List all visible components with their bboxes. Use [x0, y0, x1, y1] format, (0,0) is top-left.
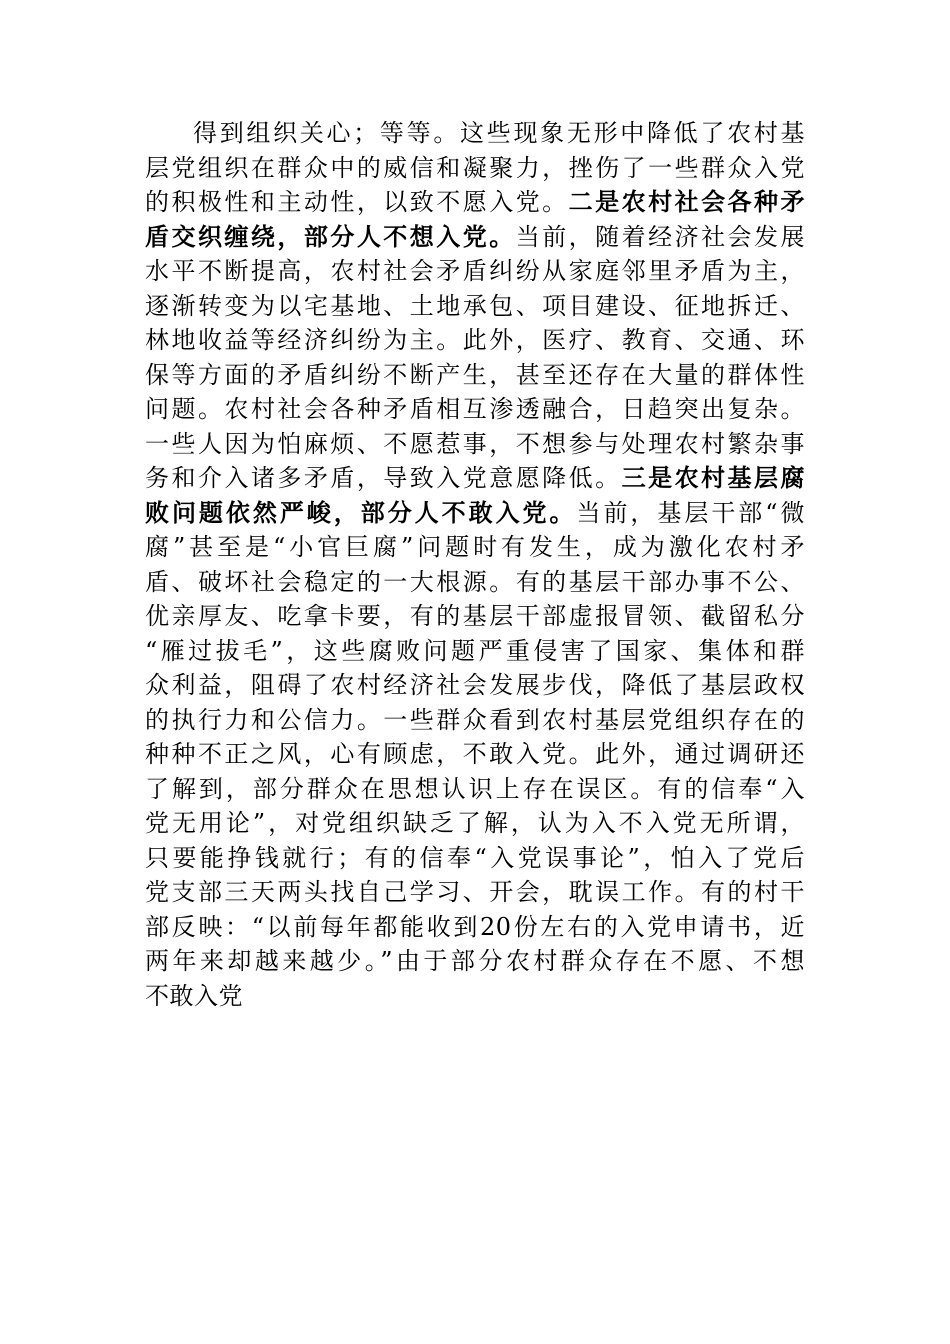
- text-line: [145, 772, 805, 807]
- text-line: [145, 289, 805, 324]
- text-line: [145, 668, 805, 703]
- text-line: [145, 323, 805, 358]
- text-line: [145, 151, 805, 186]
- text-line: [145, 634, 805, 669]
- text-segment: 不敢入党: [145, 981, 243, 1010]
- text-line: [145, 358, 805, 393]
- text-line: [145, 979, 805, 1014]
- text-segment: 一些人因为怕麻烦、不愿惹事，不想参与处理农村繁杂事: [145, 429, 805, 458]
- text-segment: 党支部三天两头找自己学习、开会，耽误工作。有的村干: [145, 878, 805, 906]
- bold-heading-phrase: 三是农村基层腐: [621, 463, 805, 492]
- bold-heading-phrase: 盾交织缠绕，部分人不想入党。: [145, 221, 516, 251]
- text-line: [145, 427, 805, 462]
- text-segment: 两年来却越来越少。”由于部分农村群众存在不愿、不想: [145, 947, 805, 975]
- text-segment: 逐渐转变为以宅基地、土地承包、项目建设、征地拆迁、: [145, 291, 805, 320]
- text-line: [145, 841, 805, 876]
- text-line: [145, 116, 805, 151]
- text-line: [145, 703, 805, 738]
- text-line: [145, 806, 805, 841]
- text-line: [145, 530, 805, 565]
- text-segment: 优亲厚友、吃拿卡要，有的基层干部虚报冒领、截留私分: [145, 602, 805, 630]
- text-segment: 腐”甚至是“小官巨腐”问题时有发生，成为激化农村矛: [145, 533, 805, 561]
- text-segment: “雁过拔毛”，这些腐败问题严重侵害了国家、集体和群: [145, 636, 805, 665]
- text-line: [145, 185, 805, 220]
- text-line: [145, 910, 805, 945]
- body-paragraph: [145, 116, 805, 1013]
- text-segment: 当前，基层干部“微: [576, 498, 805, 527]
- text-segment: 务和介入诸多矛盾，导致入党意愿降低。: [145, 464, 622, 492]
- text-line: [145, 565, 805, 600]
- text-segment: 只要能挣钱就行；有的信奉“入党误事论”，怕入了党后: [145, 843, 805, 872]
- text-line: [145, 392, 805, 427]
- text-segment: 盾、破坏社会稳定的一大根源。有的基层干部办事不公、: [145, 567, 805, 596]
- text-segment: 种种不正之风，心有顾虑，不敢入党。此外，通过调研还: [145, 740, 805, 768]
- text-segment: 当前，随着经济社会发展: [515, 222, 805, 251]
- text-line: [145, 875, 805, 910]
- text-line: [145, 254, 805, 289]
- text-segment: 保等方面的矛盾纠纷不断产生，甚至还存在大量的群体性: [145, 360, 805, 389]
- text-segment: 的执行力和公信力。一些群众看到农村基层党组织存在的: [145, 705, 805, 734]
- text-line: [145, 599, 805, 634]
- text-segment: 的积极性和主动性，以致不愿入党。: [145, 188, 569, 216]
- text-line: [145, 944, 805, 979]
- text-segment: 问题。农村社会各种矛盾相互渗透融合，日趋突出复杂。: [145, 395, 805, 423]
- text-segment: 林地收益等经济纠纷为主。此外，医疗、教育、交通、环: [145, 326, 805, 354]
- text-segment: 得到组织关心；等等。这些现象无形中降低了农村基: [193, 119, 805, 147]
- text-segment: 部反映：“以前每年都能收到20份左右的入党申请书，近: [145, 912, 805, 941]
- text-segment: 党无用论”，对党组织缺乏了解，认为入不入党无所谓，: [145, 809, 805, 837]
- text-segment: 众利益，阻碍了农村经济社会发展步伐，降低了基层政权: [145, 671, 805, 699]
- text-line: [145, 496, 805, 531]
- text-segment: 了解到，部分群众在思想认识上存在误区。有的信奉“入: [145, 774, 805, 803]
- text-segment: 水平不断提高，农村社会矛盾纠纷从家庭邻里矛盾为主，: [145, 257, 805, 285]
- text-segment: 层党组织在群众中的威信和凝聚力，挫伤了一些群众入党: [145, 153, 805, 182]
- text-line: [145, 461, 805, 496]
- bold-heading-phrase: 败问题依然严峻，部分人不敢入党。: [145, 497, 577, 527]
- text-line: [145, 737, 805, 772]
- bold-heading-phrase: 二是农村社会各种矛: [568, 187, 805, 216]
- text-line: [145, 220, 805, 255]
